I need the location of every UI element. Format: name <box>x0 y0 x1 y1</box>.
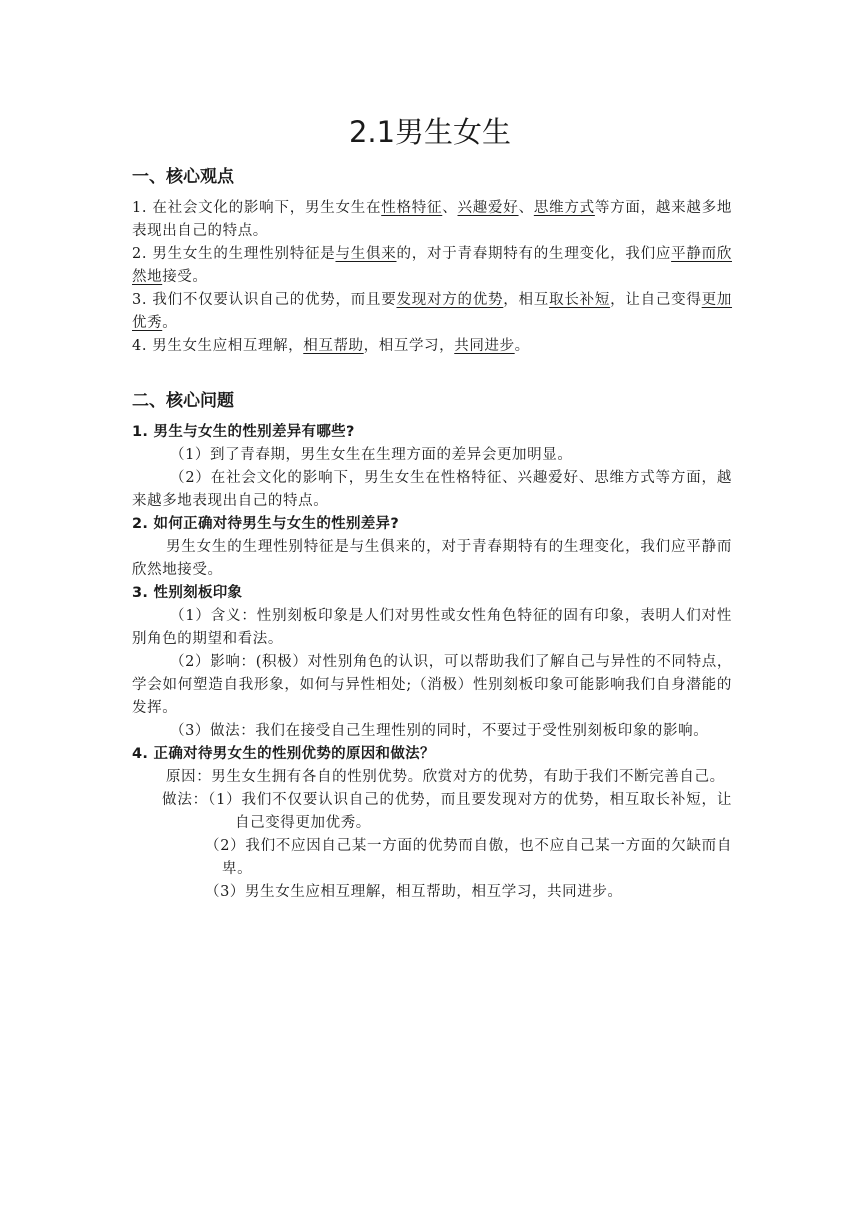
underlined-term: 发现对方的优势 <box>396 292 504 308</box>
underlined-term: 与生俱来 <box>335 246 397 262</box>
page-title: 2.1男生女生 <box>348 115 512 149</box>
answer-paragraph: （2）在社会文化的影响下，男生女生在性格特征、兴趣爱好、思维方式等方面，越来越多地表现出自己的特点。 <box>132 470 732 509</box>
core-view-item: 2. 男生女生的生理性别特征是与生俱来的，对于青春期特有的生理变化，我们应平静而欣然地接受。 <box>132 246 732 285</box>
question-title: 1. 男生与女生的性别差异有哪些? <box>132 424 355 440</box>
core-questions-body <box>132 421 732 904</box>
answer-paragraph: （2）影响：(积极）对性别角色的认识，可以帮助我们了解自己与异性的不同特点，学会如何塑造自我形象，如何与异性相处;（消极）性别刻板印象可能影响我们自身潜能的发挥。 <box>132 654 732 716</box>
underlined-term: 相互帮助 <box>303 338 364 354</box>
answer-paragraph: （1）到了青春期，男生女生在生理方面的差异会更加明显。 <box>170 447 573 463</box>
answer-paragraph: （2）我们不应因自己某一方面的优势而自傲，也不应自己某一方面的欠缺而自卑。 <box>205 838 732 877</box>
core-view-item: 1. 在社会文化的影响下，男生女生在性格特征、兴趣爱好、思维方式等方面，越来越多地表现出自己的特点。 <box>132 200 733 239</box>
underlined-term: 取长补短 <box>549 292 611 308</box>
answer-paragraph: 原因：男生女生拥有各自的性别优势。欣赏对方的优势，有助于我们不断完善自己。 <box>166 769 725 785</box>
core-views-list <box>132 197 732 358</box>
underlined-term: 更加优秀 <box>132 292 733 331</box>
answer-paragraph: （3）做法：我们在接受自己生理性别的同时，不要过于受性别刻板印象的影响。 <box>170 723 709 739</box>
section-heading-core-views: 一、核心观点 <box>132 167 234 187</box>
underlined-term: 平静而欣然地 <box>132 246 732 285</box>
answer-paragraph: （3）男生女生应相互理解，相互帮助，相互学习，共同进步。 <box>205 884 623 900</box>
section-heading-core-questions: 二、核心问题 <box>132 391 234 411</box>
underlined-term: 共同进步 <box>454 338 515 354</box>
question-title: 2. 如何正确对待男生与女生的性别差异? <box>132 516 400 532</box>
underlined-term: 兴趣爱好 <box>457 200 519 216</box>
underlined-term: 思维方式 <box>533 200 595 216</box>
core-view-item: 4. 男生女生应相互理解，相互帮助，相互学习，共同进步。 <box>132 338 530 354</box>
answer-paragraph: （1）含义：性别刻板印象是人们对男性或女性角色特征的固有印象，表明人们对性别角色的期望和看法。 <box>132 608 732 647</box>
question-title: 3. 性别刻板印象 <box>132 585 243 601</box>
question-title: 4. 正确对待男女生的性别优势的原因和做法？ <box>132 746 435 762</box>
underlined-term: 性格特征 <box>381 200 443 216</box>
answer-paragraph: 做法：（1）我们不仅要认识自己的优势，而且要发现对方的优势，相互取长补短，让自己变得更加优秀。 <box>162 792 732 831</box>
answer-paragraph: 男生女生的生理性别特征是与生俱来的，对于青春期特有的生理变化，我们应平静而欣然地接受。 <box>132 539 732 578</box>
core-view-item: 3. 我们不仅要认识自己的优势，而且要发现对方的优势，相互取长补短，让自己变得更加优秀。 <box>132 292 733 331</box>
